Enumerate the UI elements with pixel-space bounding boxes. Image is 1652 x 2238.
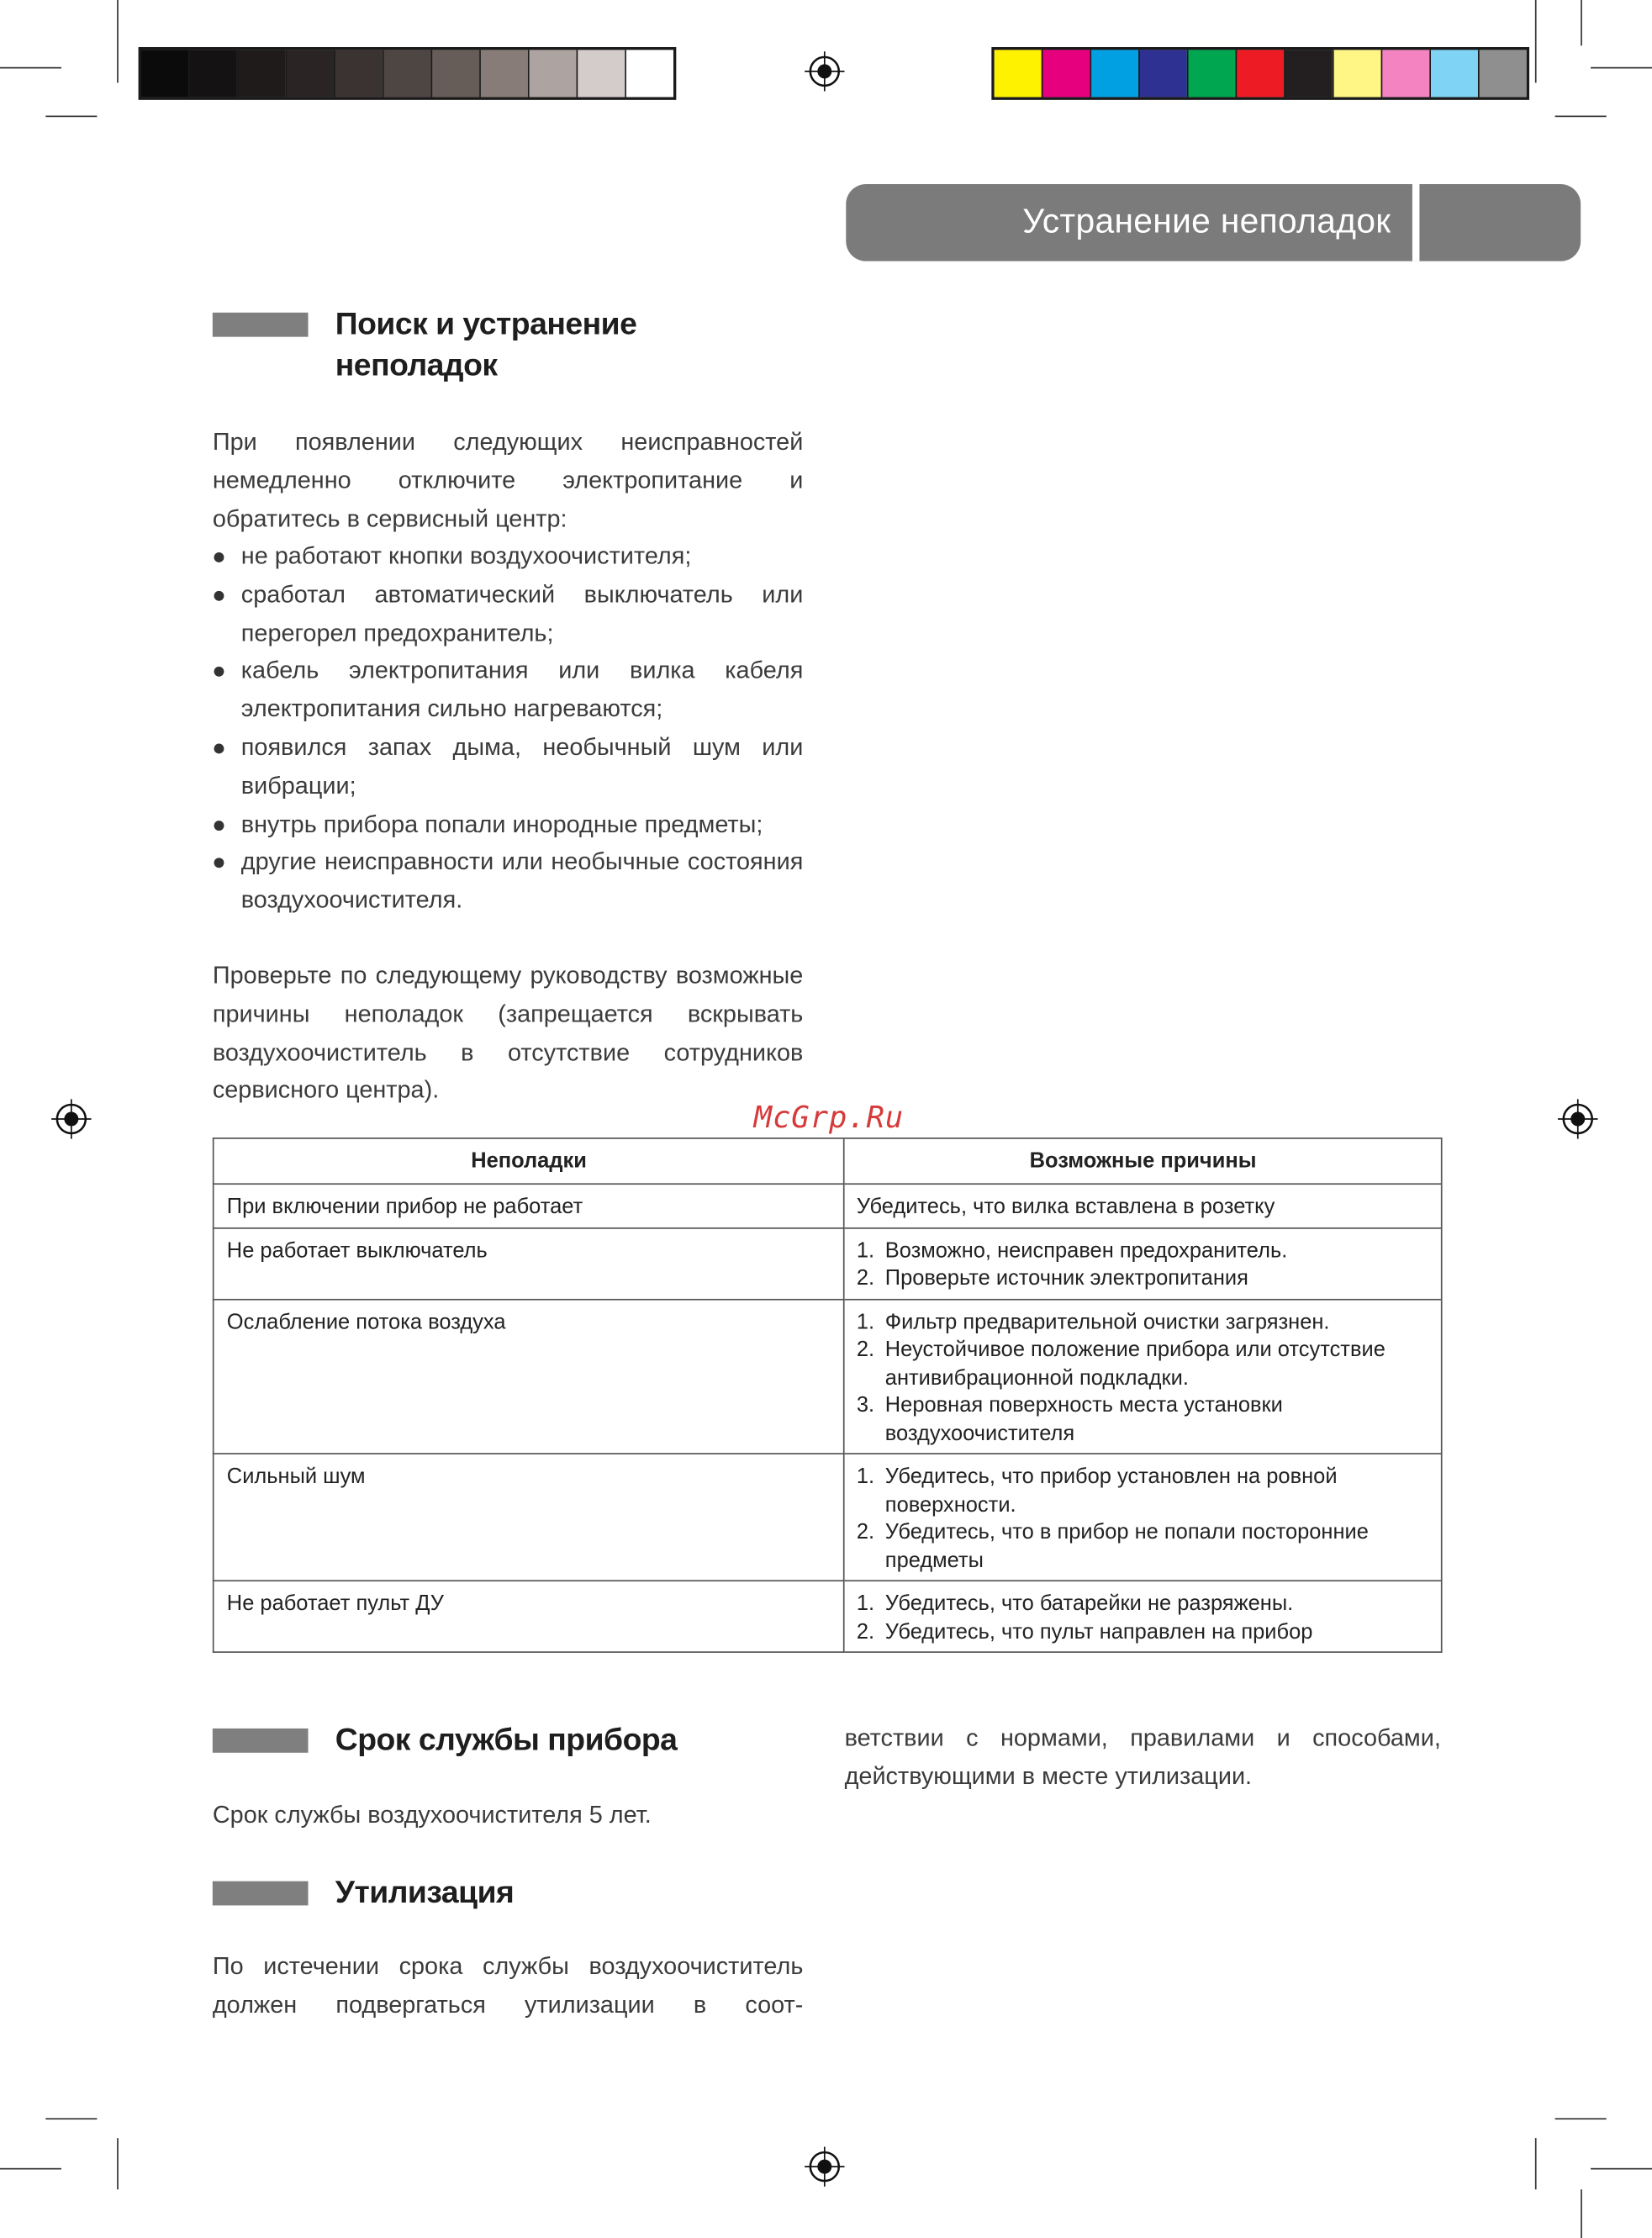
list-item: другие неисправности или необычные состояния воздухоочистителя.	[213, 844, 804, 921]
watermark: McGrp.Ru	[753, 1100, 905, 1135]
cause-text: Неустойчивое положение прибора или отсутствие антивибрационной подкладки.	[884, 1337, 1385, 1390]
item-number: 1.	[856, 1591, 875, 1616]
cause-cell	[844, 1454, 1441, 1581]
check-paragraph: Проверьте по следующему руководству возможные причины неполадок (запрещается вскрывать воздухоочиститель в отсутствие сотрудников сервисного центра).	[212, 962, 804, 1104]
heading-bar	[213, 1729, 309, 1753]
troubleshooting-heading	[335, 303, 637, 385]
color-swatch	[1236, 50, 1285, 97]
section-title: Устранение неполадок	[1022, 203, 1391, 241]
list-item: появился запах дыма, необычный шум или вибрации;	[213, 729, 804, 805]
crop-mark	[117, 0, 119, 82]
section-header-tab	[846, 184, 1581, 261]
disposal-text-part1: По истечении срока службы воздухоочиститель должен подвергаться утилизации в соот-	[212, 1952, 804, 2019]
crop-mark	[1535, 2138, 1537, 2189]
color-swatch	[188, 50, 237, 97]
color-swatch	[1042, 50, 1090, 97]
service-life-text: Срок службы воздухоочистителя 5 лет.	[212, 1801, 652, 1829]
heading-line: Поиск и устранение	[335, 305, 637, 341]
color-swatch	[1478, 50, 1527, 97]
service-life-heading: Срок службы прибора	[335, 1721, 678, 1757]
color-swatch	[1138, 50, 1187, 97]
heading-line: неполадок	[335, 346, 498, 383]
registration-mark-icon	[805, 2146, 845, 2187]
crop-mark	[0, 2168, 61, 2170]
item-number: 2.	[856, 1337, 875, 1362]
registration-mark-icon	[51, 1099, 92, 1139]
color-swatch	[383, 50, 431, 97]
item-number: 1.	[856, 1238, 875, 1263]
color-swatch	[577, 50, 625, 97]
table-row	[214, 1454, 1442, 1581]
crop-mark	[1591, 2168, 1652, 2170]
cause-cell	[844, 1227, 1441, 1299]
color-swatch	[479, 50, 528, 97]
color-swatch	[1284, 50, 1333, 97]
color-swatch	[334, 50, 383, 97]
disposal-heading: Утилизация	[335, 1874, 515, 1910]
fault-cell: Сильный шум	[214, 1454, 845, 1581]
item-number: 3.	[856, 1392, 875, 1417]
cause-text: Неровная поверхность места установки воздухоочистителя	[884, 1392, 1283, 1445]
table-row	[214, 1184, 1442, 1227]
crop-mark	[1581, 0, 1582, 45]
intro-paragraph: При появлении следующих неисправностей немедленно отключите электропитание и обратитесь в сервисный центр:	[212, 428, 804, 532]
column-header: Возможные причины	[844, 1138, 1441, 1184]
color-swatch	[528, 50, 577, 97]
crop-mark	[1555, 2118, 1607, 2119]
item-number: 2.	[856, 1265, 875, 1291]
heading-bar	[213, 313, 309, 337]
cause-text: Убедитесь, что батарейки не разряжены.	[884, 1591, 1294, 1616]
color-swatch	[1333, 50, 1381, 97]
cause-text: Убедитесь, что прибор установлен на ровной поверхности.	[884, 1464, 1338, 1517]
item-number: 2.	[856, 1619, 875, 1644]
header-divider	[1412, 184, 1419, 261]
fault-cell: Не работает выключатель	[214, 1227, 845, 1299]
item-number: 1.	[856, 1309, 875, 1334]
column-header: Неполадки	[214, 1138, 845, 1184]
color-swatch	[995, 50, 1042, 97]
troubleshooting-table	[213, 1137, 1443, 1653]
color-swatch	[1090, 50, 1138, 97]
color-swatch	[625, 50, 673, 97]
disposal-text-part2: ветствии с нормами, правилами и способами, действующими в месте утилизации.	[844, 1723, 1441, 1790]
fault-cell: Не работает пульт ДУ	[214, 1581, 845, 1652]
gray-color-bar	[139, 47, 677, 100]
crop-mark	[45, 116, 97, 118]
cause-cell	[844, 1299, 1441, 1454]
cause-cell: Убедитесь, что вилка вставлена в розетку	[844, 1184, 1441, 1227]
table-header-row	[214, 1138, 1442, 1184]
cause-cell	[844, 1581, 1441, 1652]
list-item: кабель электропитания или вилка кабеля электропитания сильно нагреваются;	[213, 653, 804, 730]
heading-bar	[213, 1882, 309, 1906]
fault-list	[213, 538, 804, 921]
crop-mark	[1555, 116, 1607, 118]
fault-cell: При включении прибор не работает	[214, 1184, 845, 1227]
table-row	[214, 1581, 1442, 1652]
cmyk-color-bar	[991, 47, 1529, 100]
color-swatch	[1187, 50, 1236, 97]
cause-text: Убедитесь, что пульт направлен на прибор	[884, 1619, 1313, 1644]
color-swatch	[141, 50, 188, 97]
crop-mark	[117, 2138, 119, 2189]
cause-text: Возможно, неисправен предохранитель.	[884, 1238, 1288, 1263]
color-swatch	[285, 50, 334, 97]
registration-mark-icon	[1558, 1099, 1598, 1139]
cause-text: Проверьте источник электропитания	[884, 1265, 1248, 1291]
crop-mark	[1591, 67, 1652, 69]
list-item: внутрь прибора попали инородные предметы;	[213, 805, 804, 843]
item-number: 1.	[856, 1464, 875, 1489]
crop-mark	[1535, 0, 1537, 82]
table-row	[214, 1227, 1442, 1299]
cause-text: Убедитесь, что в прибор не попали посторонние предметы	[884, 1520, 1369, 1573]
crop-mark	[1581, 2189, 1582, 2238]
cause-text: Фильтр предварительной очистки загрязнен.	[884, 1309, 1330, 1334]
color-swatch	[1429, 50, 1478, 97]
list-item: сработал автоматический выключатель или перегорел предохранитель;	[213, 577, 804, 653]
color-swatch	[1381, 50, 1430, 97]
table-row	[214, 1299, 1442, 1454]
item-number: 2.	[856, 1520, 875, 1544]
color-swatch	[237, 50, 286, 97]
color-swatch	[430, 50, 479, 97]
fault-cell: Ослабление потока воздуха	[214, 1299, 845, 1454]
crop-mark	[45, 2118, 97, 2119]
registration-mark-icon	[805, 51, 845, 92]
list-item: не работают кнопки воздухоочистителя;	[213, 538, 804, 576]
crop-mark	[0, 67, 61, 69]
